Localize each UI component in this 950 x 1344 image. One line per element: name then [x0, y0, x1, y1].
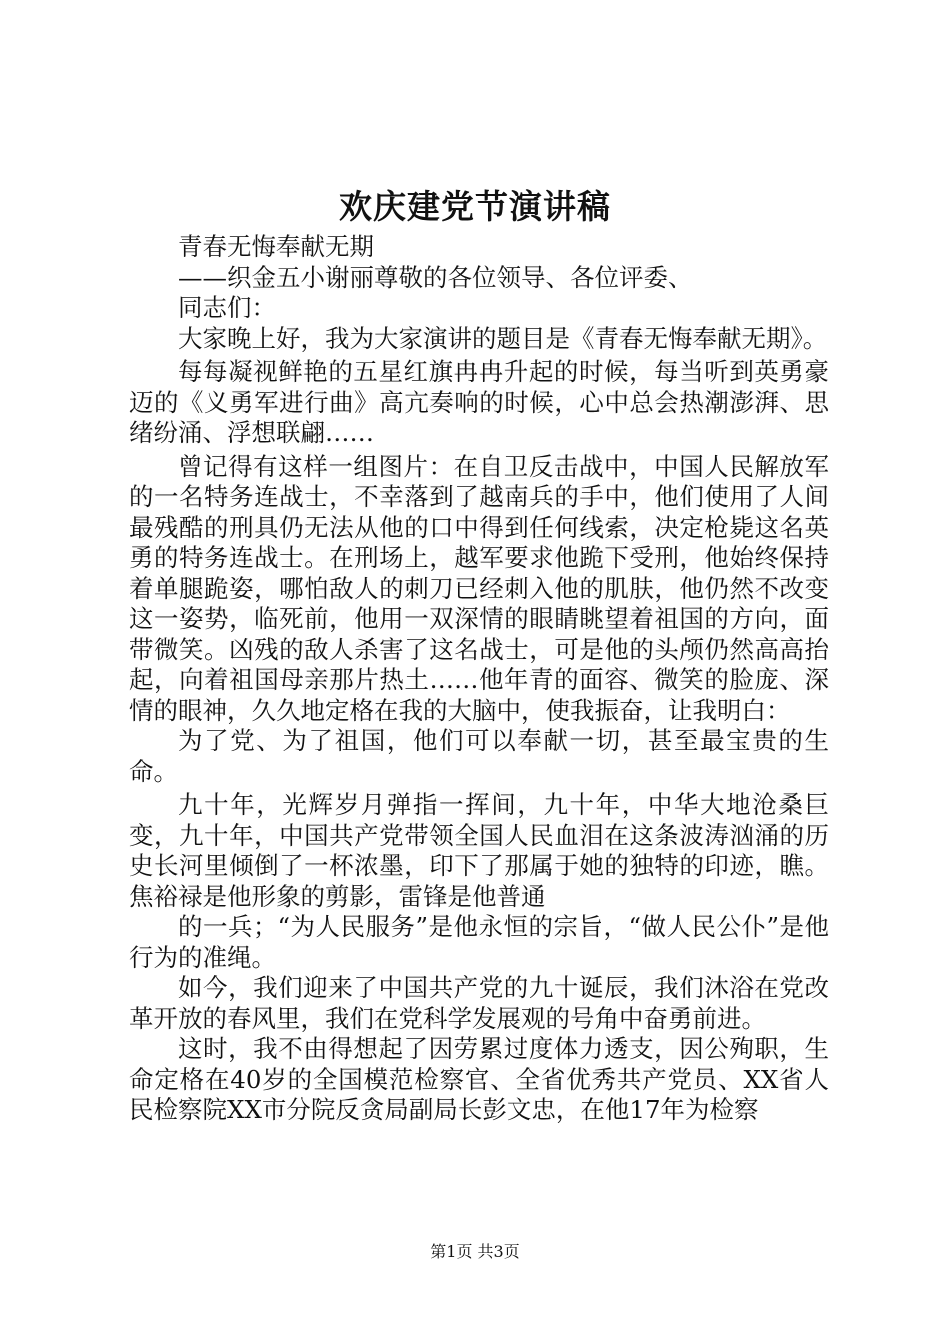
author-salutation-line: ——织金五小谢丽尊敬的各位领导、各位评委、 [178, 262, 693, 292]
paragraph-today: 如今，我们迎来了中国共产党的九十诞辰，我们沐浴在党改革开放的春风里，我们在党科学发展观的号角中奋勇前进。 [129, 973, 829, 1033]
paragraph-greeting: 大家晚上好，我为大家演讲的题目是《青春无悔奉献无期》。 [178, 323, 828, 353]
paragraph-serve-people: 的一兵；“为人民服务”是他永恒的宗旨，“做人民公仆”是他行为的准绳。 [129, 912, 829, 972]
paragraph-peng-wenzhong: 这时，我不由得想起了因劳累过度体力透支，因公殉职，生命定格在40岁的全国模范检察官、全省优秀共产党员、XX省人民检察院XX市分院反贪局副局长彭文忠，在他17年为检察 [129, 1034, 829, 1124]
paragraph-flag: 每每凝视鲜艳的五星红旗冉冉升起的时候，每当听到英勇豪迈的《义勇军进行曲》高亢奏响的时候，心中总会热潮澎湃、思绪纷涌、浮想联翩…… [129, 357, 829, 447]
paragraph-ninety-years: 九十年，光辉岁月弹指一挥间，九十年，中华大地沧桑巨变，九十年，中国共产党带领全国人民血泪在这条波涛汹涌的历史长河里倾倒了一杯浓墨，印下了那属于她的独特的印迹，瞧。焦裕禄是他形象的剪影，雷锋是他普通 [129, 790, 829, 911]
document-body [129, 232, 829, 1126]
document-title: 欢庆建党节演讲稿 [339, 187, 611, 226]
paragraph-sacrifice: 为了党、为了祖国，他们可以奉献一切，甚至最宝贵的生命。 [129, 726, 829, 786]
salutation-line: 同志们： [178, 293, 276, 322]
subtitle-line: 青春无悔奉献无期 [178, 232, 374, 261]
page-footer: 第1页 共3页 [430, 1242, 520, 1261]
paragraph-soldier-story: 曾记得有这样一组图片：在自卫反击战中，中国人民解放军的一名特务连战士，不幸落到了越南兵的手中，他们使用了人间最残酷的刑具仍无法从他的口中得到任何线索，决定枪毙这名英勇的特务连战士。在刑场上，越军要求他跪下受刑，他始终保持着单腿跪姿，哪怕敌人的刺刀已经刺入他的肌肤，他仍然不改变这一姿势，临死前，他用一双深情的眼睛眺望着祖国的方向，面带微笑。凶残的敌人杀害了这名战士，可是他的头颅仍然高高抬起，向着祖国母亲那片热土……他年青的面容、微笑的脸庞、深情的眼神，久久地定格在我的大脑中，使我振奋，让我明白： [129, 451, 829, 725]
